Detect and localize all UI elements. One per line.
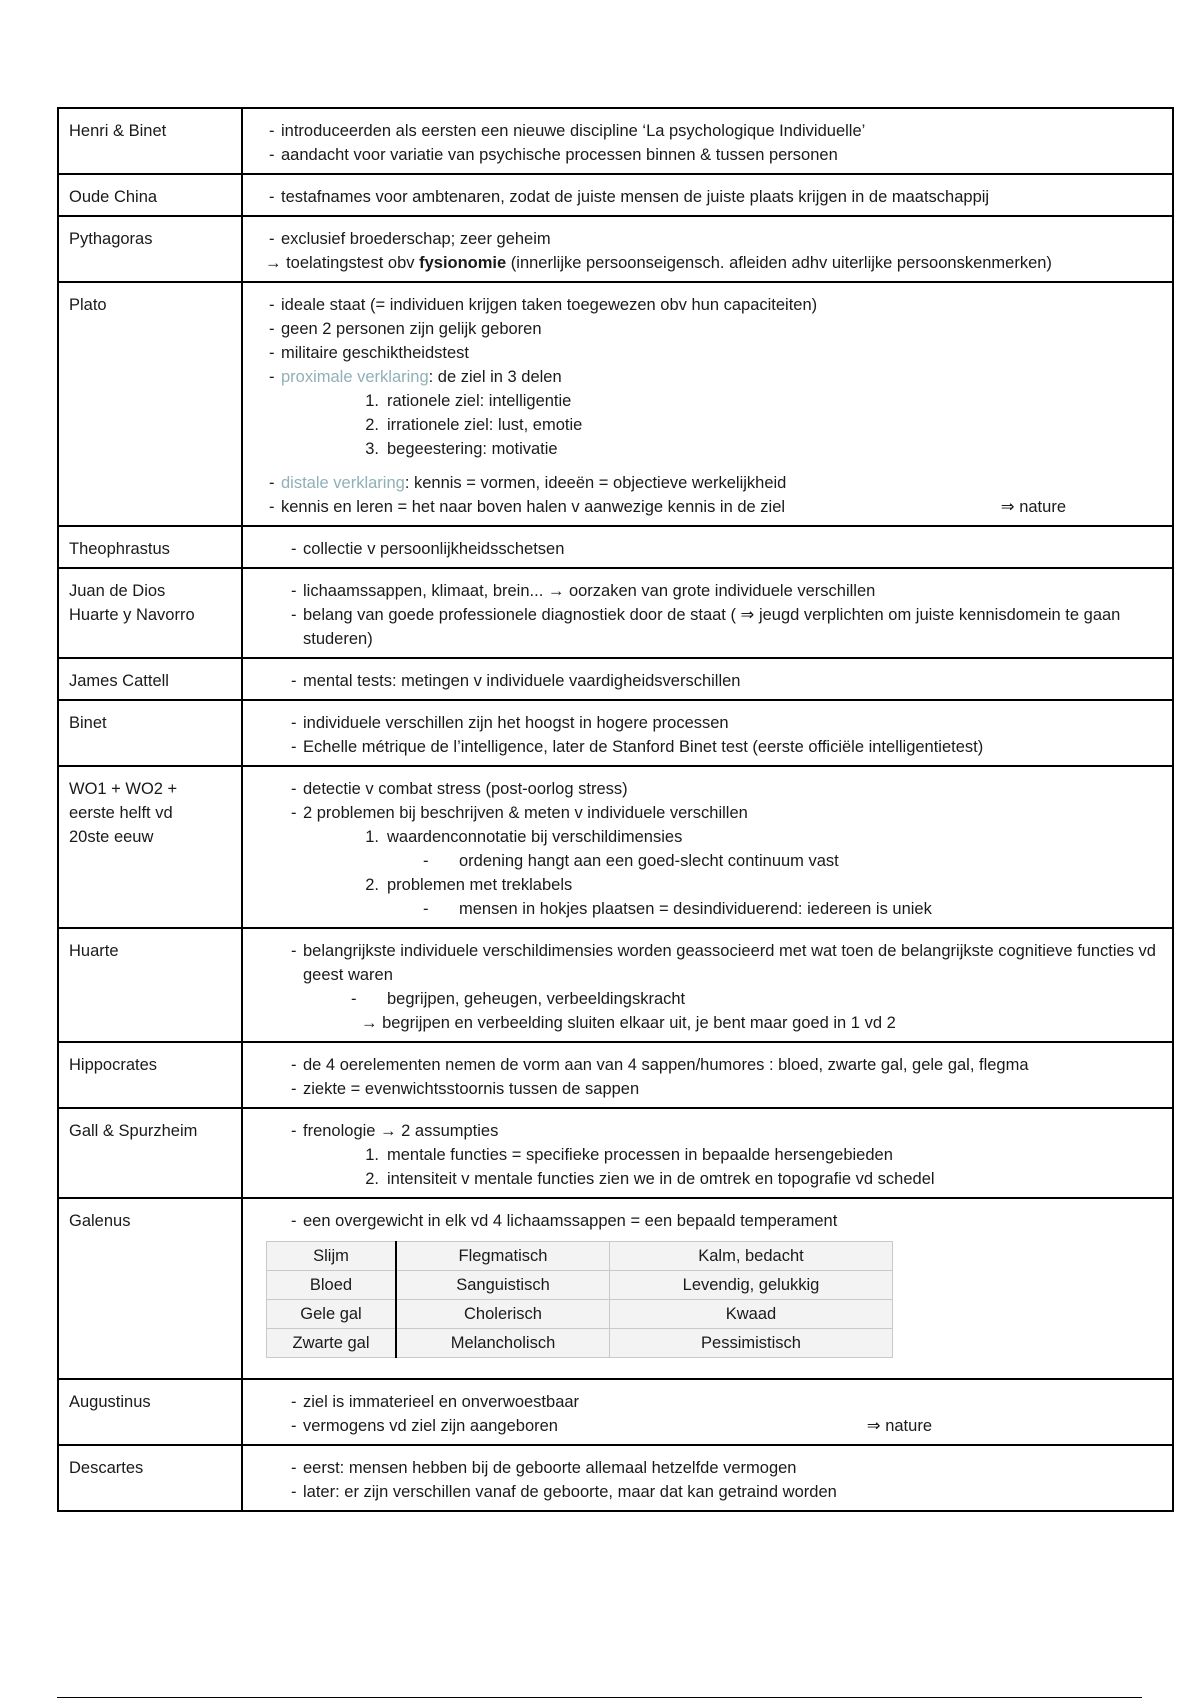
row-content <box>242 658 1173 700</box>
row-name: Hippocrates <box>58 1042 242 1108</box>
row-name: Descartes <box>58 1445 242 1511</box>
row-content <box>242 766 1173 928</box>
row-content <box>242 108 1173 174</box>
list-item: - detectie v combat stress (post-oorlog stress) <box>291 780 628 798</box>
temperament-row: Slijm Flegmatisch Kalm, bedacht <box>267 1242 893 1271</box>
table-row <box>58 1042 1173 1108</box>
numbered-item: 1. waardenconnotatie bij verschildimensies <box>365 828 683 846</box>
row-name: Oude China <box>58 174 242 216</box>
list-item: - later: er zijn verschillen vanaf de geboorte, maar dat kan getraind worden <box>291 1483 837 1501</box>
numbered-item: 3. begeestering: motivatie <box>365 440 558 458</box>
list-item: - kennis en leren = het naar boven halen v aanwezige kennis in de ziel ⇒ nature <box>253 495 1162 519</box>
numbered-item: 1. mentale functies = specifieke processen in bepaalde hersengebieden <box>365 1146 893 1164</box>
numbered-item: 2. intensiteit v mentale functies zien we in de omtrek en topografie vd schedel <box>365 1170 935 1188</box>
temperament-row: Bloed Sanguistisch Levendig, gelukkig <box>267 1271 893 1300</box>
table-row <box>58 216 1173 282</box>
row-content <box>242 928 1173 1042</box>
list-item: - distale verklaring: kennis = vormen, ideeën = objectieve werkelijkheid <box>269 474 787 492</box>
sub-item: - ordening hangt aan een goed-slecht continuum vast <box>423 852 839 870</box>
row-content <box>242 216 1173 282</box>
list-item: - 2 problemen bij beschrijven & meten v individuele verschillen <box>291 804 748 822</box>
row-content <box>242 1445 1173 1511</box>
row-name: Pythagoras <box>58 216 242 282</box>
table-row <box>58 928 1173 1042</box>
list-item: - belangrijkste individuele verschildimensies worden geassocieerd met wat toen de belangrijkste cognitieve functies vd geest waren <box>291 942 1156 984</box>
numbered-item: 1. rationele ziel: intelligentie <box>365 392 572 410</box>
list-item: - de 4 oerelementen nemen de vorm aan van 4 sappen/humores : bloed, zwarte gal, gele gal, flegma <box>291 1056 1029 1074</box>
table-row <box>58 1379 1173 1445</box>
footer-divider <box>57 1697 1142 1698</box>
row-name: James Cattell <box>58 658 242 700</box>
row-name: Huarte <box>58 928 242 1042</box>
list-item: - frenologie → 2 assumpties <box>291 1122 499 1140</box>
list-item: - ziekte = evenwichtsstoornis tussen de sappen <box>291 1080 640 1098</box>
row-name: Henri & Binet <box>58 108 242 174</box>
row-name: Binet <box>58 700 242 766</box>
row-name: Galenus <box>58 1198 242 1379</box>
list-item: - aandacht voor variatie van psychische processen binnen & tussen personen <box>269 146 838 164</box>
nature-mark: ⇒ nature <box>866 1417 932 1435</box>
row-content <box>242 1379 1173 1445</box>
nature-mark: ⇒ nature <box>1000 498 1066 516</box>
row-name: Gall & Spurzheim <box>58 1108 242 1198</box>
list-item: - Echelle métrique de l’intelligence, later de Stanford Binet test (eerste officiële intelligentietest) <box>291 738 984 756</box>
row-name: Augustinus <box>58 1379 242 1445</box>
temperament-table <box>266 1241 893 1358</box>
table-row <box>58 1198 1173 1379</box>
numbered-item: 2. problemen met treklabels <box>365 876 573 894</box>
row-content <box>242 700 1173 766</box>
temperament-row: Zwarte gal Melancholisch Pessimistisch <box>267 1329 893 1358</box>
bold-term: fysionomie <box>419 254 507 272</box>
row-content <box>242 526 1173 568</box>
table-row <box>58 282 1173 526</box>
list-item: - vermogens vd ziel zijn aangeboren ⇒ nature <box>253 1414 1162 1438</box>
table-row <box>58 174 1173 216</box>
sub-item: - begrijpen, geheugen, verbeeldingskracht <box>351 990 686 1008</box>
table-row <box>58 526 1173 568</box>
list-item: - militaire geschiktheidstest <box>269 344 469 362</box>
row-content <box>242 1108 1173 1198</box>
row-name: Theophrastus <box>58 526 242 568</box>
list-item: - individuele verschillen zijn het hoogst in hogere processen <box>291 714 729 732</box>
row-name: Juan de Dios Huarte y Navorro <box>58 568 242 658</box>
row-content <box>242 1042 1173 1108</box>
table-row <box>58 766 1173 928</box>
list-item: - lichaamssappen, klimaat, brein... → oorzaken van grote individuele verschillen <box>291 582 876 600</box>
table-row <box>58 1445 1173 1511</box>
arrow-line: → toelatingstest obv fysionomie (innerlijke persoonseigensch. afleiden adhv uiterlijke persoonskenmerken) <box>265 254 1052 272</box>
row-content <box>242 282 1173 526</box>
row-content <box>242 1198 1173 1379</box>
list-item: - mental tests: metingen v individuele vaardigheidsverschillen <box>291 672 741 690</box>
row-content <box>242 568 1173 658</box>
list-item: - proximale verklaring: de ziel in 3 delen <box>269 368 562 386</box>
list-item: - belang van goede professionele diagnostiek door de staat ( ⇒ jeugd verplichten om juiste kennisdomein te gaan studeren) <box>291 606 1121 648</box>
arrow-line: → begrijpen en verbeelding sluiten elkaar uit, je bent maar goed in 1 vd 2 <box>361 1014 896 1032</box>
list-item: - introduceerden als eersten een nieuwe discipline ‘La psychologique Individuelle’ <box>269 122 866 140</box>
table-row <box>58 658 1173 700</box>
list-item: - testafnames voor ambtenaren, zodat de juiste mensen de juiste plaats krijgen in de maatschappij <box>269 188 990 206</box>
row-name: Plato <box>58 282 242 526</box>
table-row <box>58 568 1173 658</box>
overview-table <box>57 107 1174 1512</box>
table-row <box>58 1108 1173 1198</box>
list-item: - geen 2 personen zijn gelijk geboren <box>269 320 542 338</box>
row-content <box>242 174 1173 216</box>
row-name: WO1 + WO2 + eerste helft vd 20ste eeuw <box>58 766 242 928</box>
list-item: - eerst: mensen hebben bij de geboorte allemaal hetzelfde vermogen <box>291 1459 797 1477</box>
list-item: - collectie v persoonlijkheidsschetsen <box>291 540 565 558</box>
accent-term: proximale verklaring <box>281 368 429 386</box>
numbered-item: 2. irrationele ziel: lust, emotie <box>365 416 583 434</box>
list-item: - ideale staat (= individuen krijgen taken toegewezen obv hun capaciteiten) <box>269 296 818 314</box>
table-row <box>58 108 1173 174</box>
table-row <box>58 700 1173 766</box>
accent-term: distale verklaring <box>281 474 405 492</box>
list-item: - ziel is immaterieel en onverwoestbaar <box>291 1393 580 1411</box>
temperament-row: Gele gal Cholerisch Kwaad <box>267 1300 893 1329</box>
sub-item: - mensen in hokjes plaatsen = desindividuerend: iedereen is uniek <box>423 900 932 918</box>
list-item: - exclusief broederschap; zeer geheim <box>269 230 551 248</box>
list-item: - een overgewicht in elk vd 4 lichaamssappen = een bepaald temperament <box>291 1212 838 1230</box>
